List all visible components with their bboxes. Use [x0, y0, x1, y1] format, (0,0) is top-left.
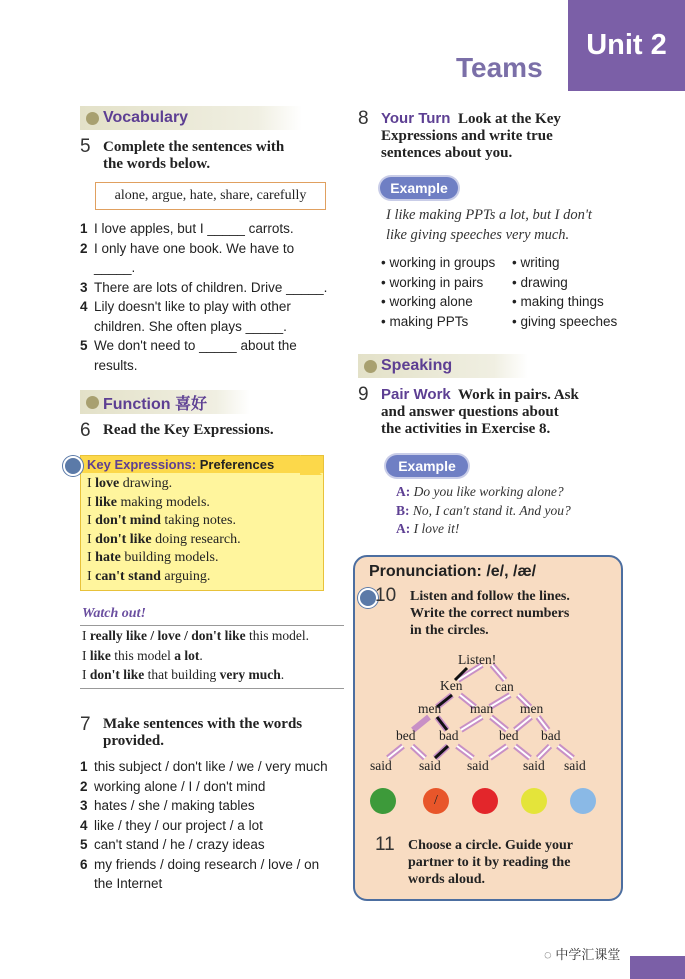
list-item: • writing	[512, 255, 560, 270]
list-item: 4 Lily doesn't like to play with other	[80, 299, 291, 314]
instruction-line: the words below.	[103, 156, 211, 172]
function-heading-text: Function 喜好	[103, 395, 207, 413]
list-item: • working alone	[381, 294, 473, 309]
example-label: Example	[386, 455, 468, 477]
list-item: 5 can't stand / he / crazy ideas	[80, 837, 265, 852]
watch-out-line: I like this model a lot.	[82, 647, 203, 663]
tree-word: bad	[541, 728, 561, 743]
unit-title: Teams	[456, 52, 543, 83]
dialogue-line: A: I love it!	[396, 521, 460, 536]
exercise-number: 9	[358, 384, 369, 405]
function-heading	[80, 390, 250, 414]
answer-circle-orange[interactable]	[423, 788, 449, 814]
section-dot-icon	[364, 360, 377, 373]
tree-word: men	[418, 701, 442, 716]
instruction-line: Choose a circle. Guide your	[408, 838, 574, 853]
tree-word: bad	[439, 728, 459, 743]
tree-word: bed	[499, 728, 519, 743]
instruction-line: Your Turn Look at the Key	[381, 110, 561, 127]
example-line: like giving speeches very much.	[386, 227, 570, 243]
answer-mark: /	[434, 793, 438, 808]
watch-out-box	[80, 625, 344, 689]
speaking-heading	[358, 354, 528, 378]
speaking-heading-text: Speaking	[381, 357, 453, 374]
function-instruction: Read the Key Expressions.	[103, 422, 274, 438]
dialogue-line: A: Do you like working alone?	[396, 484, 564, 499]
instruction-line: provided.	[103, 733, 164, 749]
instruction-line: Expressions and write true	[381, 128, 553, 144]
instruction-line: Write the correct numbers	[410, 606, 570, 621]
instruction-line: words aloud.	[408, 872, 486, 887]
activity-list-right	[512, 253, 632, 331]
list-item: 1 this subject / don't like / we / very much	[80, 759, 328, 774]
watermark: ◌ 中学汇课堂	[544, 947, 621, 962]
list-item: 6 my friends / doing research / love / on	[80, 856, 320, 872]
key-expressions-box	[80, 455, 324, 591]
ex9-dialogue	[396, 483, 571, 539]
example-label: Example	[380, 177, 458, 199]
watch-out-line: I really like / love / don't like this model.	[82, 628, 310, 643]
list-item: 3 There are lots of children. Drive _____.	[80, 279, 328, 295]
tree-word: said	[370, 758, 392, 773]
section-dot-icon	[86, 396, 99, 409]
instruction-line: partner to it by reading the	[408, 855, 571, 870]
expression-line: I don't like doing research.	[87, 531, 241, 547]
unit-badge: Unit 2	[568, 0, 685, 91]
vocabulary-heading	[80, 106, 302, 130]
key-expressions-lines	[81, 473, 323, 587]
tree-word: said	[564, 758, 586, 773]
exercise-number: 6	[80, 420, 91, 441]
tree-word: Ken	[440, 678, 463, 693]
activity-list-left	[381, 253, 511, 331]
vocabulary-instruction	[103, 139, 284, 173]
exercise-number: 5	[80, 136, 91, 157]
instruction-line: Make sentences with the words	[103, 716, 303, 732]
ex9-instruction	[381, 386, 579, 438]
list-item: 2 working alone / I / don't mind	[80, 778, 266, 794]
instruction-line: in the circles.	[410, 623, 489, 638]
expression-line: I like making models.	[87, 494, 210, 510]
expression-line: I don't mind taking notes.	[87, 513, 236, 529]
key-expressions-label: Key Expressions:	[87, 457, 197, 472]
list-item: • drawing	[512, 274, 568, 290]
tree-word: said	[467, 758, 489, 773]
key-expressions-topic: Preferences	[199, 457, 275, 472]
section-dot-icon	[86, 112, 99, 125]
example-line: I like making PPTs a lot, but I don't	[386, 207, 592, 223]
list-item: • giving speeches	[512, 313, 618, 329]
list-item: 5 We don't need to _____ about the	[80, 338, 297, 353]
ex10-instruction	[410, 588, 570, 639]
vocabulary-list	[80, 219, 342, 375]
vocabulary-heading-text: Vocabulary	[103, 109, 189, 126]
instruction-line: sentences about you.	[381, 145, 513, 161]
exercise-number: 11	[375, 834, 395, 855]
list-item: children. She often plays _____.	[94, 318, 287, 334]
expression-line: I can't stand arguing.	[87, 568, 211, 584]
watch-out-label: Watch out!	[82, 606, 146, 621]
list-item: 1 I love apples, but I _____ carrots.	[80, 221, 294, 236]
tree-word: said	[523, 758, 545, 773]
chat-icon: ◌	[544, 947, 556, 962]
dialogue-line: B: No, I can't stand it. And you?	[396, 502, 571, 518]
answer-circle-yellow[interactable]	[521, 788, 547, 814]
audio-icon[interactable]	[63, 456, 83, 476]
box-corner-icon	[300, 455, 322, 475]
list-item: 2 I only have one book. We have to	[80, 240, 295, 256]
ex11-instruction	[408, 837, 573, 888]
list-item: results.	[94, 357, 138, 373]
tree-word: can	[495, 679, 514, 694]
list-item: • making things	[512, 294, 604, 309]
exercise-number: 7	[80, 714, 91, 735]
expression-line: I hate building models.	[87, 550, 219, 566]
instruction-line: the activities in Exercise 8.	[381, 421, 551, 437]
list-item: • working in pairs	[381, 274, 484, 290]
key-expressions-header	[81, 456, 323, 473]
exercise-number: 10	[375, 585, 397, 606]
list-item: 4 like / they / our project / a lot	[80, 817, 263, 833]
answer-circle-green[interactable]	[370, 788, 396, 814]
instruction-line: Listen and follow the lines.	[410, 589, 570, 604]
tree-word: bed	[396, 728, 416, 743]
expression-line: I love drawing.	[87, 476, 173, 491]
answer-circle-blue[interactable]	[570, 788, 596, 814]
watch-out-line: I don't like that building very much.	[82, 667, 285, 682]
ex8-example	[386, 205, 592, 245]
ex8-instruction	[381, 110, 561, 162]
list-item: • making PPTs	[381, 313, 469, 329]
list-item: _____.	[94, 260, 136, 275]
list-item: • working in groups	[381, 255, 496, 270]
word-box: alone, argue, hate, share, carefully	[95, 182, 326, 210]
answer-circle-red[interactable]	[472, 788, 498, 814]
instruction-line: and answer questions about	[381, 404, 559, 420]
instruction-line: Complete the sentences with	[103, 139, 285, 155]
list-item: the Internet	[94, 876, 163, 891]
tree-word: men	[520, 701, 544, 716]
page-corner-tab	[630, 956, 685, 979]
exercise-number: 8	[358, 108, 369, 129]
tree-word: Listen!	[458, 652, 497, 667]
pronunciation-title: Pronunciation: /e/, /æ/	[369, 563, 537, 580]
list-item: 3 hates / she / making tables	[80, 798, 255, 813]
tree-word: said	[419, 758, 441, 773]
ex7-list	[80, 757, 342, 894]
tree-word: man	[470, 701, 494, 716]
ex7-instruction	[103, 716, 302, 750]
instruction-line: Pair Work Work in pairs. Ask	[381, 386, 579, 403]
